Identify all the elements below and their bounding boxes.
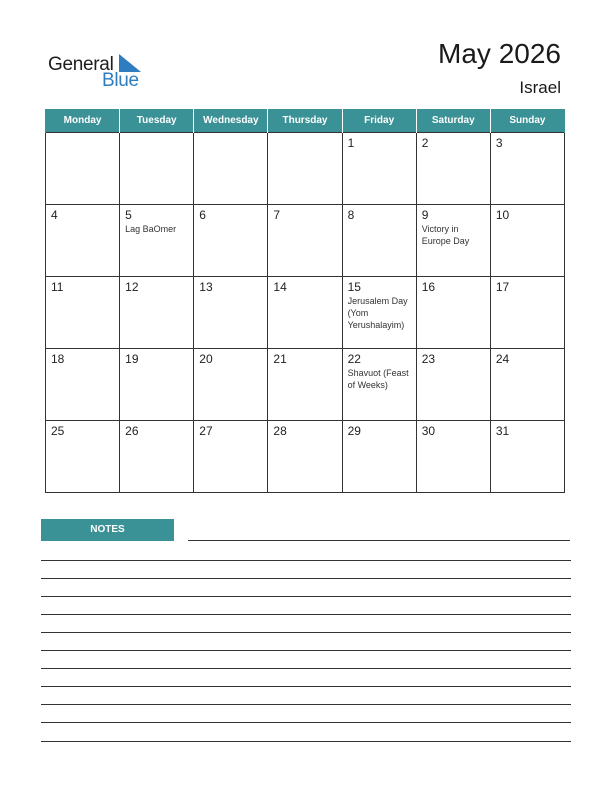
day-number: 17 <box>495 280 510 294</box>
day-number: 21 <box>273 352 287 366</box>
brand-word-general: General <box>48 54 114 75</box>
calendar-day-cell <box>268 277 342 349</box>
notes-line <box>41 741 571 742</box>
day-number: 16 <box>421 280 436 294</box>
calendar-day-cell <box>416 421 490 493</box>
day-number: 29 <box>347 424 361 438</box>
calendar-day-cell <box>342 349 416 421</box>
day-number: 22 <box>347 352 361 366</box>
day-number: 14 <box>273 280 287 294</box>
notes-line <box>41 596 571 597</box>
day-number: 6 <box>199 208 206 222</box>
calendar-day-cell <box>194 421 268 493</box>
day-number: 18 <box>51 352 65 366</box>
calendar-week-row <box>46 349 565 421</box>
calendar-day-cell <box>268 349 342 421</box>
holiday-label: Victory in Europe Day <box>421 224 470 246</box>
weekday-header: Saturday <box>416 109 490 133</box>
calendar-day-cell <box>120 349 194 421</box>
day-number: 5 <box>125 208 132 222</box>
calendar-day-cell <box>416 205 490 277</box>
calendar-day-cell <box>46 277 120 349</box>
day-number: 9 <box>421 208 429 222</box>
calendar-day-cell <box>490 349 564 421</box>
calendar-day-cell <box>490 421 564 493</box>
day-number: 8 <box>347 208 355 222</box>
notes-label: NOTES <box>41 519 174 541</box>
day-number: 25 <box>51 424 65 438</box>
calendar-day-cell <box>120 133 194 205</box>
calendar-day-cell <box>46 205 120 277</box>
notes-line <box>41 614 571 615</box>
calendar-day-cell <box>416 133 490 205</box>
brand-logo <box>48 50 158 94</box>
calendar-day-cell <box>120 205 194 277</box>
holiday-label: Lag BaOmer <box>125 224 177 234</box>
notes-line <box>41 704 571 705</box>
calendar-day-cell <box>490 133 564 205</box>
day-number: 30 <box>421 424 436 438</box>
day-number: 15 <box>347 280 361 294</box>
notes-line <box>41 668 571 669</box>
notes-line <box>41 650 571 651</box>
calendar-day-cell <box>416 349 490 421</box>
weekday-header: Monday <box>46 109 120 133</box>
notes-line <box>41 722 571 723</box>
calendar-day-cell <box>268 421 342 493</box>
notes-line <box>41 686 571 687</box>
day-number: 1 <box>347 136 355 150</box>
day-number: 23 <box>421 352 436 366</box>
weekday-header: Sunday <box>490 109 564 133</box>
day-number: 28 <box>273 424 287 438</box>
day-number: 10 <box>495 208 510 222</box>
calendar-day-cell <box>46 133 120 205</box>
calendar-day-cell <box>120 277 194 349</box>
calendar-day-cell <box>46 421 120 493</box>
calendar-day-cell <box>342 205 416 277</box>
day-number: 3 <box>495 136 503 150</box>
calendar-week-row <box>46 421 565 493</box>
calendar-day-cell <box>490 277 564 349</box>
weekday-header-row <box>46 109 565 133</box>
day-number: 26 <box>125 424 139 438</box>
calendar-week-row <box>46 133 565 205</box>
calendar-day-cell <box>120 421 194 493</box>
day-number: 11 <box>51 280 64 294</box>
calendar-body <box>46 133 565 493</box>
day-number: 2 <box>421 136 429 150</box>
calendar-day-cell <box>194 205 268 277</box>
holiday-label: Jerusalem Day (Yom Yerushalayim) <box>347 296 408 330</box>
weekday-header: Wednesday <box>194 109 268 133</box>
day-number: 20 <box>199 352 213 366</box>
calendar-day-cell <box>416 277 490 349</box>
day-number: 24 <box>495 352 510 366</box>
day-number: 27 <box>199 424 213 438</box>
calendar-day-cell <box>46 349 120 421</box>
calendar-week-row <box>46 277 565 349</box>
notes-line <box>41 560 571 561</box>
day-number: 19 <box>125 352 139 366</box>
calendar-day-cell <box>194 349 268 421</box>
day-number: 31 <box>495 424 510 438</box>
day-number: 12 <box>125 280 139 294</box>
notes-line <box>41 578 571 579</box>
day-number: 13 <box>199 280 213 294</box>
brand-word-blue: Blue <box>102 70 139 91</box>
calendar-day-cell <box>194 277 268 349</box>
calendar-day-cell <box>194 133 268 205</box>
calendar-day-cell <box>268 205 342 277</box>
notes-line <box>41 632 571 633</box>
day-number: 4 <box>51 208 58 222</box>
calendar-day-cell <box>342 133 416 205</box>
weekday-header: Tuesday <box>120 109 194 133</box>
calendar-week-row <box>46 205 565 277</box>
weekday-header: Friday <box>342 109 416 133</box>
weekday-header: Thursday <box>268 109 342 133</box>
calendar-grid <box>45 109 565 493</box>
calendar-day-cell <box>342 421 416 493</box>
calendar-day-cell <box>490 205 564 277</box>
notes-line <box>188 540 570 541</box>
calendar-country: Israel <box>519 78 561 97</box>
calendar-title: May 2026 <box>438 38 561 69</box>
calendar-day-cell <box>342 277 416 349</box>
day-number: 7 <box>273 208 281 222</box>
holiday-label: Shavuot (Feast of Weeks) <box>347 368 409 390</box>
calendar-day-cell <box>268 133 342 205</box>
